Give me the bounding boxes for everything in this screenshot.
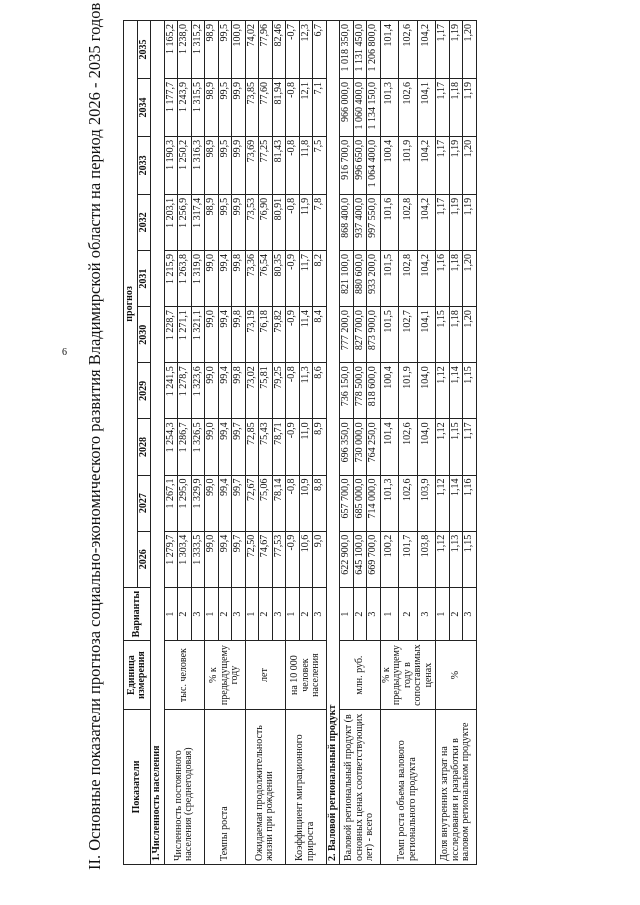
value-cell: 99,0 [205,250,219,306]
section-header-row [151,21,165,865]
value-cell: 79,82 [272,307,286,363]
header-year: 2033 [137,136,151,194]
value-cell: 645 100,0 [353,531,367,587]
value-cell: 10,6 [299,531,313,587]
value-cell: 12,1 [299,79,313,137]
value-cell: 1,19 [463,194,477,250]
value-cell: 99,5 [218,21,232,79]
value-cell: 1,18 [449,79,463,137]
value-cell: 1,17 [436,21,450,79]
value-cell: 102,8 [399,250,418,306]
value-cell: -0,8 [286,475,300,531]
value-cell: 1 317,4 [191,194,205,250]
header-year: 2029 [137,363,151,419]
value-cell: 966 000,0 [340,79,354,137]
value-cell: 1,17 [463,419,477,475]
value-cell: 99,8 [232,250,246,306]
value-cell: 81,43 [272,136,286,194]
value-cell: 12,3 [299,21,313,79]
value-cell: 101,5 [380,307,399,363]
value-cell: 6,7 [313,21,327,79]
value-cell: 99,4 [218,531,232,587]
indicator-name: Коэффициент миграционного прироста [286,709,327,864]
value-cell: 99,8 [232,363,246,419]
value-cell: 8,6 [313,363,327,419]
value-cell: 8,4 [313,307,327,363]
value-cell: 100,4 [380,136,399,194]
value-cell: 1 319,0 [191,250,205,306]
value-cell: 9,0 [313,531,327,587]
variant-cell: 3 [272,587,286,640]
value-cell: 98,9 [205,21,219,79]
variant-cell: 3 [191,587,205,640]
value-cell: 1 131 450,0 [353,21,367,79]
value-cell: 1 333,5 [191,531,205,587]
value-cell: 101,6 [380,194,399,250]
value-cell: 100,2 [380,531,399,587]
value-cell: 101,7 [399,531,418,587]
value-cell: 7,1 [313,79,327,137]
value-cell: 996 650,0 [353,136,367,194]
value-cell: 1,19 [449,136,463,194]
value-cell: 11,9 [299,194,313,250]
section-title: 2. Валовой региональный продукт [326,21,340,865]
value-cell: 101,5 [380,250,399,306]
value-cell: 669 700,0 [367,531,381,587]
value-cell: -0,7 [286,21,300,79]
value-cell: 101,4 [380,21,399,79]
value-cell: 99,0 [205,307,219,363]
header-year: 2030 [137,307,151,363]
value-cell: 99,0 [205,475,219,531]
value-cell: 99,9 [232,79,246,137]
indicator-name: Ожидаемая продолжительность жизни при рождении [245,709,286,864]
value-cell: 1 329,9 [191,475,205,531]
value-cell: 101,3 [380,475,399,531]
value-cell: 1 279,7 [164,531,178,587]
value-cell: 99,5 [218,136,232,194]
header-variants: Варианты [124,587,151,640]
value-cell: 79,25 [272,363,286,419]
value-cell: 99,0 [205,363,219,419]
value-cell: 73,85 [245,79,259,137]
value-cell: 72,67 [245,475,259,531]
value-cell: 1 243,9 [178,79,192,137]
value-cell: 1,14 [449,363,463,419]
value-cell: 99,4 [218,250,232,306]
value-cell: 77,25 [259,136,273,194]
value-cell: 99,5 [218,79,232,137]
value-cell: 685 000,0 [353,475,367,531]
value-cell: 657 700,0 [340,475,354,531]
header-year: 2027 [137,475,151,531]
value-cell: 104,1 [417,79,436,137]
value-cell: 1,17 [436,194,450,250]
indicator-unit: % к предыдущему году [205,641,246,710]
value-cell: 78,71 [272,419,286,475]
table-row [205,21,219,865]
value-cell: 99,4 [218,419,232,475]
value-cell: 75,81 [259,363,273,419]
value-cell: 104,2 [417,194,436,250]
value-cell: 76,18 [259,307,273,363]
value-cell: 1,16 [436,250,450,306]
variant-cell: 2 [218,587,232,640]
header-year: 2032 [137,194,151,250]
value-cell: 1 206 800,0 [367,21,381,79]
value-cell: 1 064 400,0 [367,136,381,194]
value-cell: 1 323,6 [191,363,205,419]
value-cell: 80,35 [272,250,286,306]
variant-cell: 1 [286,587,300,640]
value-cell: -0,8 [286,194,300,250]
value-cell: 1 256,9 [178,194,192,250]
value-cell: 1,15 [436,307,450,363]
value-cell: 102,8 [399,194,418,250]
value-cell: 1 250,2 [178,136,192,194]
value-cell: 73,69 [245,136,259,194]
value-cell: 1 271,1 [178,307,192,363]
value-cell: 1,12 [436,419,450,475]
value-cell: 76,54 [259,250,273,306]
value-cell: 104,2 [417,136,436,194]
value-cell: 99,7 [232,419,246,475]
value-cell: 104,1 [417,307,436,363]
value-cell: 1,12 [436,475,450,531]
value-cell: 98,9 [205,136,219,194]
table-body [151,21,477,865]
value-cell: 916 700,0 [340,136,354,194]
variant-cell: 2 [178,587,192,640]
value-cell: 1,16 [463,475,477,531]
value-cell: -0,9 [286,419,300,475]
value-cell: 11,0 [299,419,313,475]
variant-cell: 1 [245,587,259,640]
value-cell: -0,8 [286,136,300,194]
value-cell: 76,90 [259,194,273,250]
variant-cell: 1 [380,587,399,640]
value-cell: 868 400,0 [340,194,354,250]
header-year: 2031 [137,250,151,306]
value-cell: 1 215,9 [164,250,178,306]
value-cell: 77,60 [259,79,273,137]
value-cell: 99,7 [232,531,246,587]
value-cell: 1 060 400,0 [353,79,367,137]
value-cell: -0,9 [286,531,300,587]
header-year: 2034 [137,79,151,137]
variant-cell: 2 [299,587,313,640]
value-cell: 98,9 [205,79,219,137]
variant-cell: 3 [367,587,381,640]
value-cell: 11,4 [299,307,313,363]
value-cell: 102,6 [399,419,418,475]
value-cell: 74,67 [259,531,273,587]
value-cell: 99,9 [232,194,246,250]
value-cell: 1 238,0 [178,21,192,79]
value-cell: 1,19 [449,21,463,79]
header-forecast: прогноз [124,21,138,588]
indicator-unit: % [436,641,477,710]
indicator-name: Доля внутренних затрат на исследования и разработки в валовом региональном продукте [436,709,477,864]
value-cell: 1 134 150,0 [367,79,381,137]
value-cell: 81,94 [272,79,286,137]
value-cell: 99,4 [218,307,232,363]
value-cell: -0,8 [286,79,300,137]
variant-cell: 2 [399,587,418,640]
value-cell: 104,0 [417,419,436,475]
value-cell: 1 316,3 [191,136,205,194]
value-cell: 1 241,5 [164,363,178,419]
indicator-unit: млн. руб. [340,641,381,710]
value-cell: 1,13 [449,531,463,587]
value-cell: 1,12 [436,531,450,587]
value-cell: 11,3 [299,363,313,419]
value-cell: 778 500,0 [353,363,367,419]
value-cell: 1,19 [449,194,463,250]
value-cell: 104,2 [417,21,436,79]
value-cell: 622 900,0 [340,531,354,587]
value-cell: 1,17 [436,136,450,194]
value-cell: 99,5 [218,194,232,250]
value-cell: 1 228,7 [164,307,178,363]
value-cell: 1,15 [449,419,463,475]
header-year: 2028 [137,419,151,475]
section-title: 1.Численность населения [151,21,165,865]
value-cell: 714 000,0 [367,475,381,531]
value-cell: 880 600,0 [353,250,367,306]
value-cell: 933 200,0 [367,250,381,306]
value-cell: 102,6 [399,79,418,137]
rotated-page-content [85,2,640,880]
value-cell: 818 600,0 [367,363,381,419]
value-cell: 7,5 [313,136,327,194]
value-cell: 1 326,5 [191,419,205,475]
value-cell: 102,7 [399,307,418,363]
value-cell: 99,8 [232,307,246,363]
value-cell: 104,2 [417,250,436,306]
value-cell: 100,4 [380,363,399,419]
indicator-unit: лет [245,641,286,710]
table-row [380,21,399,865]
value-cell: 1,14 [449,475,463,531]
variant-cell: 2 [259,587,273,640]
value-cell: 8,2 [313,250,327,306]
table-row [286,21,300,865]
value-cell: 821 100,0 [340,250,354,306]
value-cell: 1 315,2 [191,21,205,79]
value-cell: 696 350,0 [340,419,354,475]
table-row [245,21,259,865]
indicator-name: Темп роста объема валового регионального продукта [380,709,436,864]
value-cell: 1,18 [449,307,463,363]
value-cell: 73,36 [245,250,259,306]
value-cell: 1 321,1 [191,307,205,363]
value-cell: 100,0 [232,21,246,79]
value-cell: 99,7 [232,475,246,531]
variant-cell: 2 [449,587,463,640]
table-row [340,21,354,865]
value-cell: 101,9 [399,363,418,419]
value-cell: 80,91 [272,194,286,250]
value-cell: 1 254,3 [164,419,178,475]
value-cell: 72,50 [245,531,259,587]
forecast-table [123,20,477,865]
value-cell: 99,0 [205,531,219,587]
value-cell: 1,20 [463,250,477,306]
value-cell: 75,43 [259,419,273,475]
value-cell: 103,9 [417,475,436,531]
value-cell: 99,4 [218,475,232,531]
value-cell: 102,6 [399,475,418,531]
value-cell: 736 150,0 [340,363,354,419]
value-cell: 103,8 [417,531,436,587]
value-cell: 74,02 [245,21,259,79]
variant-cell: 2 [353,587,367,640]
value-cell: 101,3 [380,79,399,137]
value-cell: 77,96 [259,21,273,79]
value-cell: 1 177,7 [164,79,178,137]
indicator-name: Валовой региональный продукт (в основных ценах соответствующих лет) - всего [340,709,381,864]
value-cell: 1 303,4 [178,531,192,587]
value-cell: 72,85 [245,419,259,475]
variant-cell: 1 [340,587,354,640]
value-cell: 99,9 [232,136,246,194]
table-row [164,21,178,865]
value-cell: 1 315,5 [191,79,205,137]
variant-cell: 1 [436,587,450,640]
value-cell: 1,12 [436,363,450,419]
value-cell: 1,19 [463,79,477,137]
value-cell: -0,9 [286,307,300,363]
value-cell: 1 286,7 [178,419,192,475]
header-year: 2026 [137,531,151,587]
value-cell: 104,0 [417,363,436,419]
value-cell: 82,46 [272,21,286,79]
value-cell: 101,9 [399,136,418,194]
value-cell: 11,7 [299,250,313,306]
header-unit: Единица измерения [124,641,151,710]
value-cell: 1,15 [463,531,477,587]
value-cell: 8,8 [313,475,327,531]
indicator-unit: на 10 000 человек населения [286,641,327,710]
header-year: 2035 [137,21,151,79]
value-cell: 937 400,0 [353,194,367,250]
value-cell: 764 250,0 [367,419,381,475]
value-cell: 73,02 [245,363,259,419]
variant-cell: 3 [232,587,246,640]
value-cell: 1 018 350,0 [340,21,354,79]
value-cell: 1,20 [463,307,477,363]
value-cell: 777 200,0 [340,307,354,363]
value-cell: 99,0 [205,419,219,475]
value-cell: 1 165,2 [164,21,178,79]
value-cell: 73,19 [245,307,259,363]
value-cell: 102,6 [399,21,418,79]
value-cell: 1 190,3 [164,136,178,194]
value-cell: 11,8 [299,136,313,194]
table-row [436,21,450,865]
value-cell: 1,15 [463,363,477,419]
value-cell: 1,17 [436,79,450,137]
value-cell: 1,18 [449,250,463,306]
variant-cell: 3 [417,587,436,640]
value-cell: -0,9 [286,250,300,306]
variant-cell: 3 [463,587,477,640]
value-cell: 73,53 [245,194,259,250]
value-cell: 1 263,8 [178,250,192,306]
header-indicators: Показатели [124,709,151,864]
indicator-name: Темпы роста [205,709,246,864]
variant-cell: 1 [205,587,219,640]
value-cell: 7,8 [313,194,327,250]
value-cell: 101,4 [380,419,399,475]
value-cell: 99,4 [218,363,232,419]
value-cell: 827 700,0 [353,307,367,363]
value-cell: 10,9 [299,475,313,531]
value-cell: 8,9 [313,419,327,475]
indicator-unit: % к предыдущему году в сопоставимых ценах [380,641,436,710]
value-cell: 75,06 [259,475,273,531]
value-cell: 77,53 [272,531,286,587]
value-cell: 1 278,7 [178,363,192,419]
value-cell: 1 203,1 [164,194,178,250]
indicator-unit: тыс. человек [164,641,205,710]
value-cell: 1,20 [463,136,477,194]
value-cell: 873 900,0 [367,307,381,363]
variant-cell: 1 [164,587,178,640]
value-cell: 98,9 [205,194,219,250]
variant-cell: 3 [313,587,327,640]
value-cell: 997 550,0 [367,194,381,250]
page-number: 6 [62,347,67,358]
value-cell: 78,14 [272,475,286,531]
value-cell: 1 295,0 [178,475,192,531]
value-cell: 1,20 [463,21,477,79]
document-title: II. Основные показатели прогноза социально-экономического развития Владимирской области на период 2026 - 2035 годов [85,2,104,870]
indicator-name: Численность постоянного населения (среднегодовая) [164,709,205,864]
value-cell: 1 267,1 [164,475,178,531]
section-header-row [326,21,340,865]
value-cell: 730 000,0 [353,419,367,475]
value-cell: -0,8 [286,363,300,419]
